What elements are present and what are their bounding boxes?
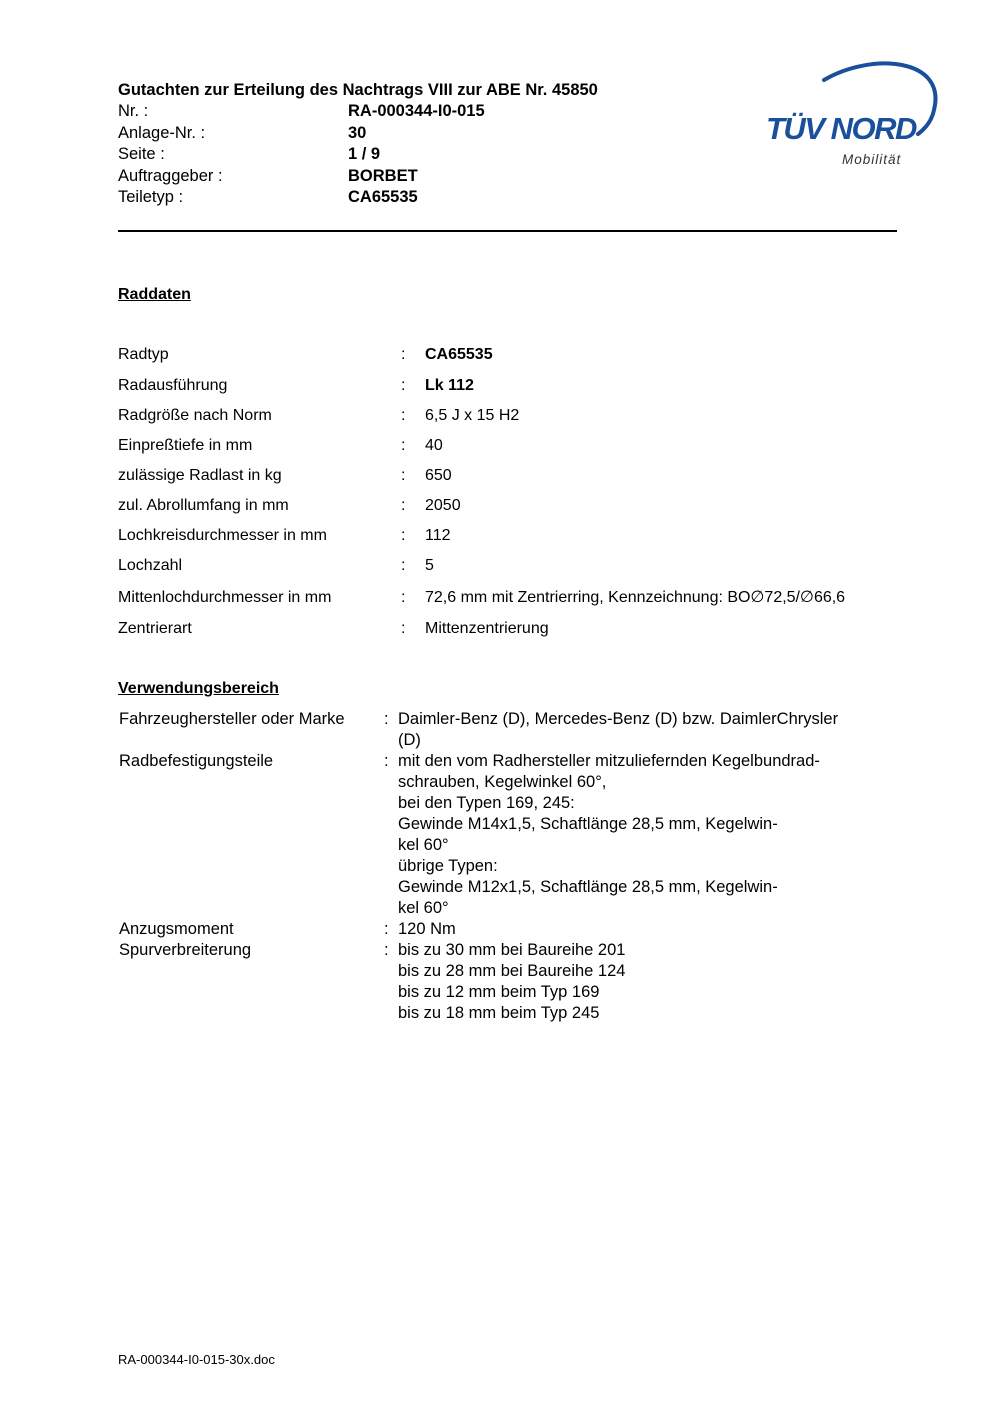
verwendung-row-radbefestigung bbox=[118, 751, 898, 919]
separator-colon: : bbox=[401, 497, 406, 514]
raddaten-value: Lk 112 bbox=[425, 377, 474, 394]
logo-brand: TÜV NORD bbox=[766, 111, 916, 146]
raddaten-row bbox=[118, 555, 918, 577]
raddaten-value: 5 bbox=[425, 557, 434, 574]
raddaten-label: Radtyp bbox=[118, 346, 169, 363]
raddaten-label: zul. Abrollumfang in mm bbox=[118, 497, 289, 514]
raddaten-label: Einpreßtiefe in mm bbox=[118, 437, 253, 454]
raddaten-row bbox=[118, 435, 918, 457]
value-line: mit den vom Radhersteller mitzuliefernden Kegelbundrad- bbox=[398, 752, 820, 770]
verwendung-value bbox=[398, 919, 898, 940]
verwendung-label: Fahrzeughersteller oder Marke bbox=[119, 710, 345, 728]
header-value: BORBET bbox=[348, 167, 418, 185]
raddaten-row bbox=[118, 587, 918, 609]
header-label: Teiletyp : bbox=[118, 188, 184, 206]
raddaten-label: Lochzahl bbox=[118, 557, 183, 574]
value-line: bei den Typen 169, 245: bbox=[398, 794, 575, 812]
raddaten-value: 650 bbox=[425, 467, 452, 484]
value-line: Daimler-Benz (D), Mercedes-Benz (D) bzw. DaimlerChrysler bbox=[398, 710, 839, 728]
header-row-nr bbox=[118, 101, 678, 122]
separator-colon: : bbox=[401, 557, 406, 574]
tuev-nord-logo bbox=[762, 58, 942, 170]
verwendung-row-anzugsmoment bbox=[118, 919, 898, 940]
value-line: Gewinde M14x1,5, Schaftlänge 28,5 mm, Kegelwin- bbox=[398, 815, 778, 833]
value-line: übrige Typen: bbox=[398, 857, 498, 875]
verwendung-value bbox=[398, 751, 898, 919]
raddaten-value: 112 bbox=[425, 527, 451, 544]
verwendung-row-spurverbreiterung bbox=[118, 940, 898, 1024]
separator-colon: : bbox=[401, 527, 406, 544]
raddaten-value: Mittenzentrierung bbox=[425, 620, 549, 637]
header-label: Nr. : bbox=[118, 102, 149, 120]
value-line: kel 60° bbox=[398, 836, 449, 854]
header-row-anlage bbox=[118, 123, 678, 144]
value-line: bis zu 28 mm bei Baureihe 124 bbox=[398, 962, 626, 980]
header-divider bbox=[118, 230, 897, 232]
header-label: Auftraggeber : bbox=[118, 167, 223, 185]
separator-colon: : bbox=[401, 620, 406, 637]
raddaten-value: 40 bbox=[425, 437, 443, 454]
separator-colon: : bbox=[384, 710, 389, 728]
raddaten-row bbox=[118, 495, 918, 517]
verwendung-heading: Verwendungsbereich bbox=[118, 680, 279, 697]
separator-colon: : bbox=[401, 589, 406, 606]
raddaten-value: CA65535 bbox=[425, 346, 493, 363]
header-row-auftraggeber bbox=[118, 166, 678, 187]
raddaten-row bbox=[118, 405, 918, 427]
raddaten-row bbox=[118, 525, 918, 547]
separator-colon: : bbox=[384, 941, 389, 959]
raddaten-row bbox=[118, 344, 918, 366]
raddaten-value: 6,5 J x 15 H2 bbox=[425, 407, 520, 424]
header-label: Anlage-Nr. : bbox=[118, 124, 206, 142]
value-line: (D) bbox=[398, 731, 421, 749]
value-line: bis zu 30 mm bei Baureihe 201 bbox=[398, 941, 626, 959]
verwendung-row-hersteller bbox=[118, 709, 898, 751]
verwendung-label: Radbefestigungsteile bbox=[119, 752, 274, 770]
raddaten-value: 2050 bbox=[425, 497, 461, 514]
separator-colon: : bbox=[401, 437, 406, 454]
value-line: 120 Nm bbox=[398, 920, 456, 938]
header-row-seite bbox=[118, 144, 678, 165]
header-label: Seite : bbox=[118, 145, 165, 163]
raddaten-label: Radausführung bbox=[118, 377, 228, 394]
header-value: CA65535 bbox=[348, 188, 418, 206]
raddaten-row bbox=[118, 618, 918, 640]
raddaten-label: Zentrierart bbox=[118, 620, 192, 637]
header-row-teiletyp bbox=[118, 187, 678, 208]
separator-colon: : bbox=[401, 407, 406, 424]
header-value: 1 / 9 bbox=[348, 145, 381, 163]
separator-colon: : bbox=[384, 752, 389, 770]
value-line: Gewinde M12x1,5, Schaftlänge 28,5 mm, Kegelwin- bbox=[398, 878, 778, 896]
document-title: Gutachten zur Erteilung des Nachtrags VIII zur ABE Nr. 45850 bbox=[118, 81, 598, 99]
value-line: bis zu 18 mm beim Typ 245 bbox=[398, 1004, 600, 1022]
raddaten-value: 72,6 mm mit Zentrierring, Kennzeichnung: BO∅72,5/∅66,6 bbox=[425, 589, 846, 606]
logo-sub: Mobilität bbox=[842, 152, 902, 167]
raddaten-label: Lochkreisdurchmesser in mm bbox=[118, 527, 327, 544]
verwendung-value bbox=[398, 709, 898, 751]
separator-colon: : bbox=[384, 920, 389, 938]
verwendung-value bbox=[398, 940, 898, 1024]
raddaten-label: Mittenlochdurchmesser in mm bbox=[118, 589, 332, 606]
tuev-nord-logo-graphic bbox=[762, 58, 942, 170]
value-line: kel 60° bbox=[398, 899, 449, 917]
separator-colon: : bbox=[401, 467, 406, 484]
header-value: RA-000344-I0-015 bbox=[348, 102, 485, 120]
raddaten-heading: Raddaten bbox=[118, 286, 191, 303]
raddaten-row bbox=[118, 375, 918, 397]
separator-colon: : bbox=[401, 377, 406, 394]
raddaten-row bbox=[118, 465, 918, 487]
footer-filename: RA-000344-I0-015-30x.doc bbox=[118, 1352, 275, 1367]
verwendung-label: Spurverbreiterung bbox=[119, 941, 252, 959]
raddaten-label: Radgröße nach Norm bbox=[118, 407, 272, 424]
verwendung-label: Anzugsmoment bbox=[119, 920, 234, 938]
value-line: bis zu 12 mm beim Typ 169 bbox=[398, 983, 600, 1001]
raddaten-label: zulässige Radlast in kg bbox=[118, 467, 282, 484]
value-line: schrauben, Kegelwinkel 60°, bbox=[398, 773, 607, 791]
separator-colon: : bbox=[401, 346, 406, 363]
header-value: 30 bbox=[348, 124, 367, 142]
